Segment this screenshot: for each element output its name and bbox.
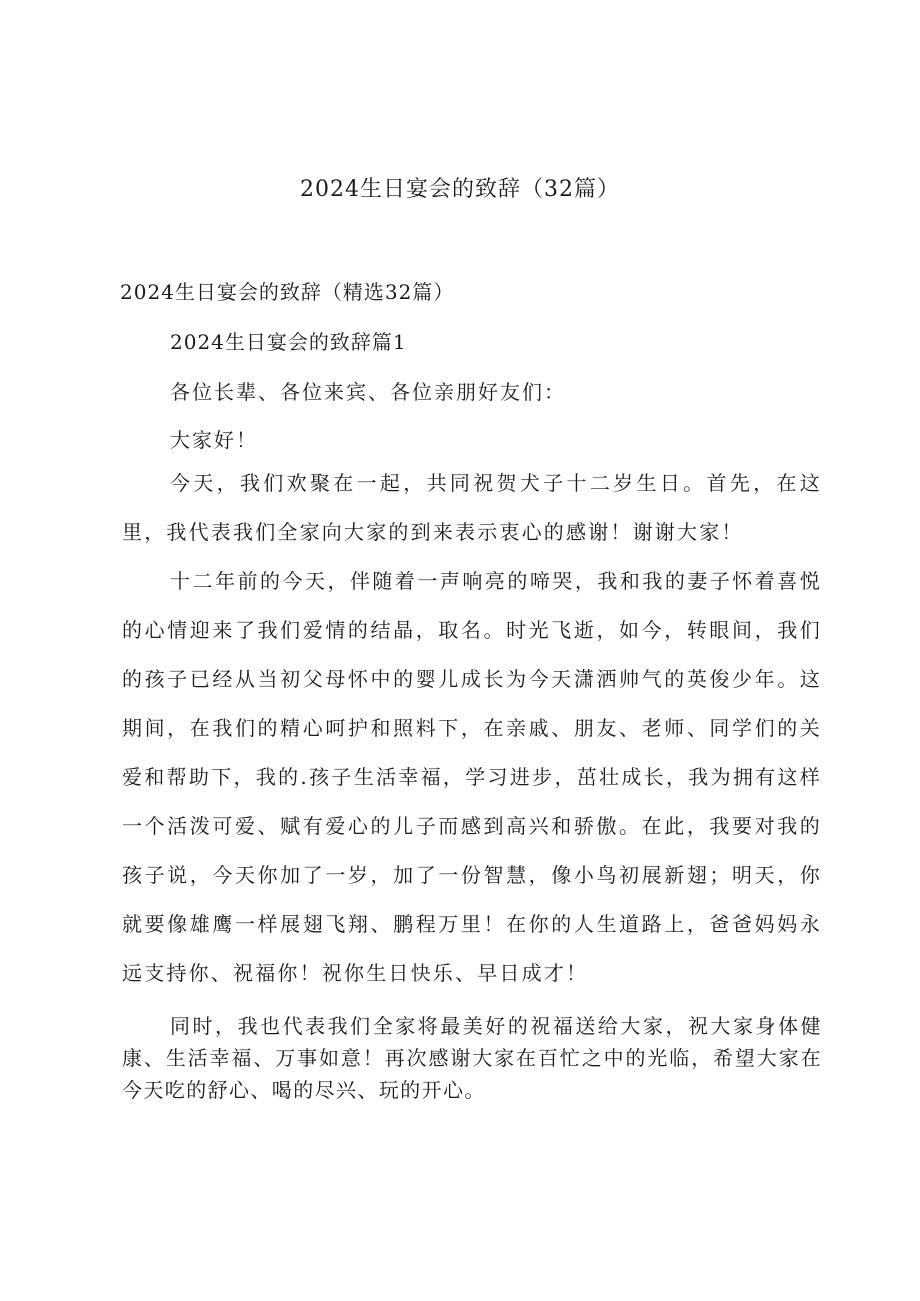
body-paragraph: 今天，我们欢聚在一起，共同祝贺犬子十二岁生日。首先，在这里，我代表我们全家向大家的到来表示衷心的感谢！谢谢大家！ [122,471,822,544]
document-title: 2024生日宴会的致辞（32篇） [300,177,620,202]
document-subtitle: 2024生日宴会的致辞（精选32篇） [120,280,455,304]
body-paragraph: 十二年前的今天，伴随着一声响亮的啼哭，我和我的妻子怀着喜悦的心情迎来了我们爱情的结晶，取名。时光飞逝，如今，转眼间，我们的孩子已经从当初父母怀中的婴儿成长为今天潇洒帅气的英俊少年。这期间，在我们的精心呵护和照料下，在亲戚、朋友、老师、同学们的关爱和帮助下，我的.孩子生活幸福，学习进步，茁壮成长，我为拥有这样一个活泼可爱、赋有爱心的儿子而感到高兴和骄傲。在此，我要对我的孩子说，今天你加了一岁，加了一份智慧，像小鸟初展新翅；明天，你就要像雄鹰一样展翅飞翔、鹏程万里！在你的人生道路上，爸爸妈妈永远支持你、祝福你！祝你生日快乐、早日成才！ [122,569,822,985]
greeting-line: 大家好！ [170,428,258,452]
closing-paragraph: 同时，我也代表我们全家将最美好的祝福送给大家，祝大家身体健康、生活幸福、万事如意！再次感谢大家在百忙之中的光临，希望大家在今天吃的舒心、喝的尽兴、玩的开心。 [122,1014,822,1102]
section-heading: 2024生日宴会的致辞篇1 [170,330,407,354]
salutation-line: 各位长辈、各位来宾、各位亲朋好友们： [170,380,566,404]
